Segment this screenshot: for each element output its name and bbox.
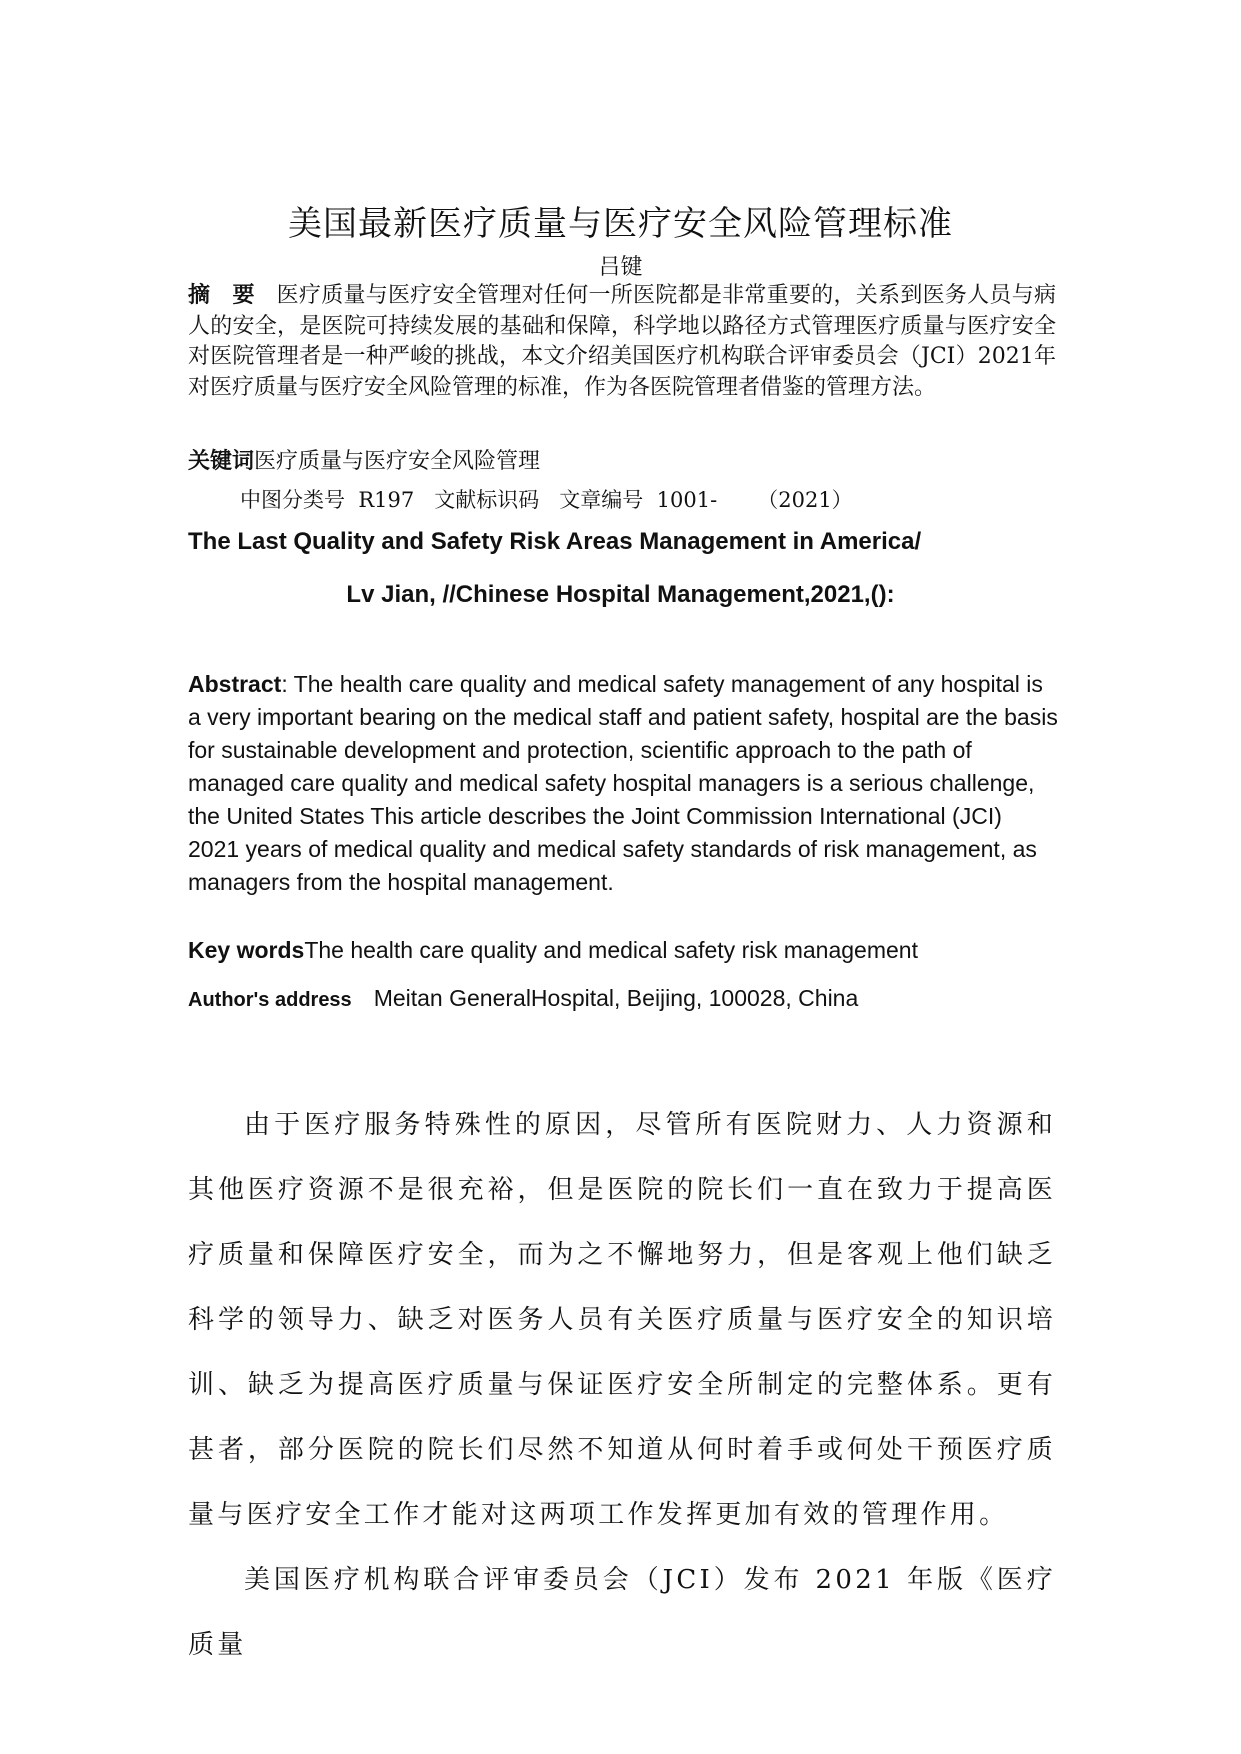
chinese-keywords-text: 医疗质量与医疗安全风险管理 <box>254 449 541 474</box>
author-address <box>188 985 858 1012</box>
english-title: The Last Quality and Safety Risk Areas Management in America/ <box>188 528 922 555</box>
author-address-text: Meitan GeneralHospital, Beijing, 100028, China <box>373 985 859 1011</box>
chinese-abstract <box>188 281 1056 403</box>
paper-title: 美国最新医疗质量与医疗安全风险管理标准 <box>288 204 953 244</box>
body-text <box>188 1093 1056 1678</box>
body-paragraph: 由于医疗服务特殊性的原因，尽管所有医院财力、人力资源和其他医疗资源不是很充裕，但是医院的院长们一直在致力于提高医疗质量和保障医疗安全，而为之不懈地努力，但是客观上他们缺乏科学的领导力、缺乏对医务人员有关医疗质量与医疗安全的知识培训、缺乏为提高医疗质量与保证医疗安全所制定的完整体系。更有甚者，部分医院的院长们尽然不知道从何时着手或何处干预医疗质量与医疗安全工作才能对这两项工作发挥更加有效的管理作用。 <box>188 1110 1056 1530</box>
classification-line: 中图分类号 R197 文献标识码 文章编号 1001- （2021） <box>240 488 853 512</box>
chinese-abstract-label: 摘 要 <box>188 283 255 308</box>
chinese-keywords <box>188 444 540 475</box>
chinese-keywords-label: 关键词 <box>188 449 255 474</box>
body-paragraph: 美国医疗机构联合评审委员会（JCI）发布 2021 年版《医疗质量 <box>188 1565 1056 1660</box>
english-abstract <box>188 668 1058 899</box>
author-name: 吕键 <box>598 255 643 280</box>
english-abstract-label: Abstract <box>188 671 282 697</box>
english-citation: Lv Jian, //Chinese Hospital Management,2021,(): <box>346 581 895 608</box>
english-abstract-text: : The health care quality and medical safety management of any hospital is a very important bearing on the medical staff and patient safety, hospital are the basis for sustainable development and protection, scientific approach to the path of managed care quality and medical safety hospital managers is a serious challenge, the United States This article describes the Joint Commission International (JCI) 2021 years of medical quality and medical safety standards of risk management, as managers from the hospital management. <box>188 671 1058 895</box>
chinese-abstract-text: 医疗质量与医疗安全管理对任何一所医院都是非常重要的，关系到医务人员与病人的安全，是医院可持续发展的基础和保障，科学地以路径方式管理医疗质量与医疗安全对医院管理者是一种严峻的挑战，本文介绍美国医疗机构联合评审委员会（JCI）2021年对医疗质量与医疗安全风险管理的标准，作为各医院管理者借鉴的管理方法。 <box>188 283 1056 400</box>
english-keywords-label: Key words <box>188 937 305 963</box>
english-keywords <box>188 937 918 964</box>
english-keywords-text: The health care quality and medical safety risk management <box>304 937 918 963</box>
author-address-label: Author's address <box>188 989 352 1011</box>
